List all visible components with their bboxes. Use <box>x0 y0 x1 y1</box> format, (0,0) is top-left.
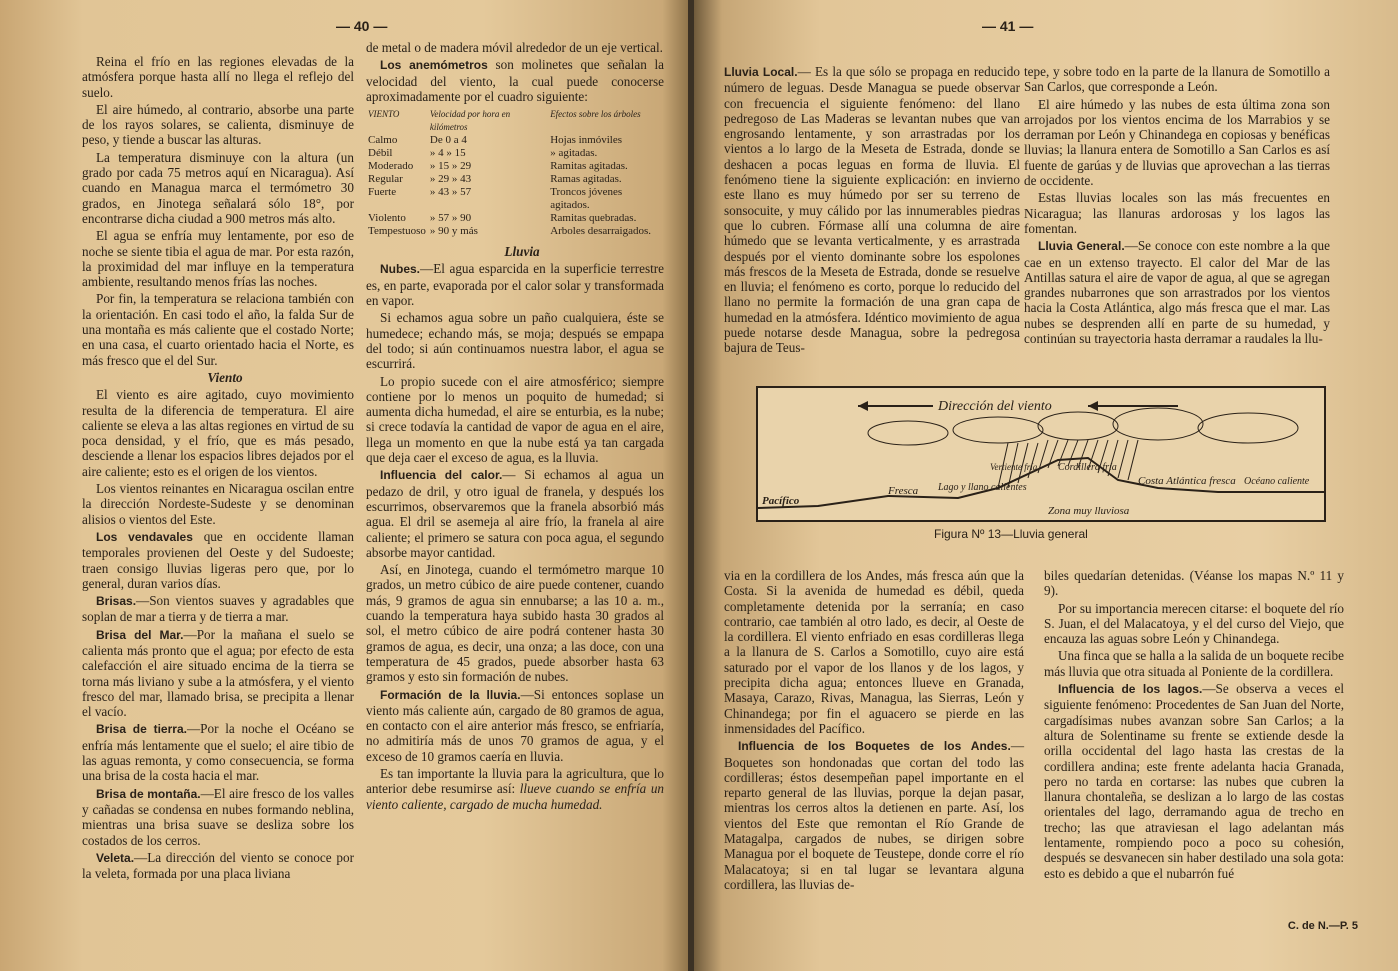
term-text: —Se observa a veces el siguiente fenómeno: Procedentes de San Juan del Norte, cargadísimas nubes avanzan sobre San Carlos; a la altura de Solentiname su frente se extiende desde la orilla occidental del lago hasta las crestas de la cordillera andina; este frente adelanta hacia Granada, pero no tarda en cortarse: las nubes que cubren la llanura chontaleña, se deslizan a lo largo de las costas orientales del lago, derramando agua de trecho en trecho; las que atraviesan el lago adelantan más lentamente, rompiendo poco a poco su cohesión, después se desvanecen sin haber destilado una sola gota: esto es debido a que el nubarrón fué <box>1044 681 1345 881</box>
table-cell: » 4 » 15 <box>429 147 466 160</box>
table-cell: » 43 » 57 <box>429 186 472 199</box>
summary-text: Es tan importante la lluvia para la agricultura, que lo anterior debe resumirse así: <box>366 765 664 797</box>
figure-rain-diagram <box>756 386 1326 522</box>
table-row <box>366 212 664 225</box>
paragraph-summary <box>366 766 664 812</box>
term-text: —Se conoce con este nombre a la que cae en un extenso trayecto. El calor del Mar de las Antillas satura el aire de vapor de agua, al que se agregan grandes nubarrones que son arrastrados por los vientos hacia la Costa Atlántica, algo más fresca que el mar. Las nubes se desprenden allí en parte de su humedad, y continúan su trayectoria hasta derramar a raudales la llu- <box>1024 238 1330 347</box>
paragraph: La temperatura disminuye con la altura (un grado por cada 75 metros aquí en Nicaragua). Así cuando en Managua marca el termómetro 30 grados, en Jinotega señalará sólo 18°, por encontrarse dicha ciudad a 900 metros más alto. <box>82 149 354 226</box>
figure-caption: Figura Nº 13—Lluvia general <box>934 527 1088 541</box>
term-label: Lluvia Local. <box>724 65 798 79</box>
page-number: — 40 — <box>336 18 388 34</box>
cloud-shape <box>868 421 948 445</box>
diagram-label-vertiente: Vertiente fría <box>990 462 1038 472</box>
left-page <box>0 0 690 971</box>
cloud-shape <box>953 417 1043 443</box>
table-cell: » agitadas. <box>550 147 598 160</box>
term-label: Los anemómetros <box>380 58 488 73</box>
table-header: Efectos sobre los árboles <box>550 109 641 120</box>
term-label: Brisa de tierra. <box>96 722 187 737</box>
paragraph-nubes <box>366 261 664 308</box>
term-label: Influencia del calor. <box>380 468 503 483</box>
table-cell: » 90 y más <box>429 225 478 238</box>
table-row <box>366 160 664 173</box>
table-row <box>366 225 664 238</box>
right-column-2 <box>1024 64 1330 348</box>
table-cell: Hojas inmóviles <box>550 134 622 147</box>
paragraph: Una finca que se halla a la salida de un boquete recibe más lluvia que otra situada al Poniente de la cordillera. <box>1044 648 1344 679</box>
paragraph: de metal o de madera móvil alrededor de un eje vertical. <box>366 40 663 55</box>
paragraph-brisas <box>82 593 354 625</box>
paragraph: El agua se enfría muy lentamente, por eso de noche se siente tibia el agua de mar. Por esta razón, la proximidad del mar influye en la temperatura ambiente, resultando menos frías las noches. <box>82 228 354 290</box>
table-cell: Tempestuoso <box>368 225 426 238</box>
left-column-2 <box>366 40 664 814</box>
table-cell: » 57 » 90 <box>429 212 472 225</box>
diagram-label-pacifico: Pacífico <box>762 495 800 507</box>
summary-italic: llueve cuando se enfría un viento caliente, cargado de mucha humedad. <box>366 781 665 812</box>
right-page <box>694 0 1398 971</box>
wind-speed-table <box>366 108 664 238</box>
paragraph-veleta <box>82 850 354 882</box>
term-label: Brisa de montaña. <box>96 786 201 801</box>
arrow-head <box>858 401 868 411</box>
terrain-profile <box>758 458 1324 508</box>
paragraph: Lo propio sucede con el aire atmosférico; siempre contiene por lo menos un poquito de humedad; si aumenta dicha humedad, el aire se enturbia, es la nube; si crece todavía la cantidad de vapor de agua en el aire, llega un momento en que la nube está ya tan cargada que deja caer el exceso de agua, es la lluvia. <box>366 373 664 466</box>
term-text: —El aire fresco de los valles y cañadas se condensa en nubes formando neblina, mientras una brisa suave se desliza sobre los costados de los cerros. <box>82 785 355 848</box>
paragraph: El aire húmedo y las nubes de esta última zona son arrojados por los vientos encima de los Marrabios y se derraman por León y Chinandega en copiosas y benéficas lluvias; la llanura entera de Somotillo a San Carlos es así fuente de garúas y de lluvias que aprovechan a las tierras de occidente. <box>1024 96 1330 189</box>
term-text: —Si entonces soplase un viento más caliente aún, cargado de 80 gramos de agua, en contacto con el aire anterior más fresco, se enfriaría, no admitiría más de unos 70 gramos de agua, y el exceso de 10 gramos caería en lluvia. <box>366 686 664 764</box>
paragraph-lluvia-general <box>1024 238 1330 346</box>
paragraph-brisa-mar <box>82 627 354 720</box>
term-text: —Son vientos suaves y agradables que soplan de mar a tierra y de tierra a mar. <box>82 593 354 625</box>
diagram-label-lago: Lago y llano calientes <box>938 482 1027 493</box>
paragraph: Reina el frío en las regiones elevadas de la atmósfera porque hasta allí no llega el reflejo del suelo. <box>82 54 354 100</box>
diagram-label-oceano: Océano caliente <box>1244 476 1310 487</box>
paragraph: Por fin, la temperatura se relaciona también con la orientación. En casi todo el año, la falda Sur de una montaña es más caliente que el costado Norte; en una casa, el cuarto orientado hacia el Norte, es más fresco que el del Sur. <box>82 291 354 368</box>
cloud-shape <box>1113 408 1203 440</box>
table-row <box>366 173 664 186</box>
term-text: —Boquetes son hondonadas que cortan del todo las cordilleras; éstos desempeñan papel importante en el reparto general de las lluvias, porque la dejan pasar, mientras los cerros altos la detienen en parte. Así, los vientos del Este que remontan el Río Grande de Matagalpa, cargados de nubes, se dirigen sobre Managua por el boquete de Teustepe, donde corre el río Malacatoya; si en tal lugar se levantara alguna cordillera, las lluvias de- <box>724 738 1024 892</box>
paragraph: El aire húmedo, al contrario, absorbe una parte de los rayos solares, se calienta, disminuye de peso, y tiende a buscar las alturas. <box>82 101 354 148</box>
rain-diagram-svg <box>758 388 1324 520</box>
paragraph-brisa-tierra <box>82 721 354 783</box>
table-cell: Regular <box>368 173 403 186</box>
table-cell: Ramitas quebradas. <box>550 212 637 225</box>
table-cell: Troncos jóvenes agitados. <box>550 186 623 212</box>
paragraph: Por su importancia merecen citarse: el boquete del río S. Juan, el del Malacatoya, y el del curso del Viejo, que encauza las aguas sobre León y Chinandega. <box>1044 600 1344 647</box>
signature-mark: C. de N.—P. 5 <box>1287 920 1358 932</box>
term-label: Influencia de los lagos. <box>1058 682 1203 697</box>
paragraph: Así, en Jinotega, cuando el termómetro marque 10 grados, un metro cúbico de aire puede contener, cuando más, 9 gramos de agua sin ennubarse; a las 10 a. m., cuando la temperatura haya subido hasta 30 grados al sol, el metro cúbico de aire podrá contener hasta 30 gramos de agua, es decir, una onza; a las doce, con una temperatura de 45 grados, puede absorber hasta 63 gramos y esto sin formación de nubes. <box>366 562 664 685</box>
table-cell: Violento <box>368 212 406 225</box>
paragraph: tepe, y sobre todo en la parte de la llanura de Somotillo a San Carlos, que corresponde a León. <box>1024 64 1330 95</box>
page-number: — 41 — <box>982 18 1034 34</box>
term-text: —Por la mañana el suelo se calienta más pronto que el agua; por efecto de esta calefacción el aire situado encima de la tierra se torna más liviano y sube a la atmósfera, y el viento fresco del mar, llamado brisa, se precipita a llenar el vacío. <box>82 626 354 720</box>
paragraph-formacion <box>366 687 664 764</box>
table-cell: Ramitas agitadas. <box>550 160 628 173</box>
paragraph-brisa-montana <box>82 786 354 848</box>
diagram-label-costa: Costa Atlántica fresca <box>1138 475 1236 487</box>
table-cell: » 29 » 43 <box>429 173 472 186</box>
section-heading-lluvia: Lluvia <box>504 244 540 260</box>
term-text: — Es la que sólo se propaga en reducido número de leguas. Desde Managua se puede observar con frecuencia el siguiente fenómeno: del llano pedregoso de Las Maderas se levantan nubes que van engrosando lentamente, y son arrastradas por los vientos a lo largo de la Meseta de Estrada, donde se deshacen a pocas leguas en forma de lluvia. El fenómeno tiene la siguiente explicación: en invierno este llano es muy húmedo por ser su terreno de sonsocuite, y muy cálido por las innumerables piedras que lo cubren. Fórmase allí una columna de aire húmedo que se levanta verticalmente, y es arrastrada después por el viento dominante sobre los espolones más frescos de la Meseta de Estrada, donde se resuelve en lluvia; el fenómeno es corto, porque lo reducido del llano no permite la formación de una gran capa de humedad en la atmósfera. Idéntico movimiento de agua puede notarse desde Managua, sobre la pedregosa bajura de Teus- <box>724 64 1020 356</box>
term-text: —La dirección del viento se conoce por la veleta, formada por una placa liviana <box>82 849 354 882</box>
table-row <box>366 186 664 212</box>
term-text: —El agua esparcida en la superficie terrestre es, en parte, evaporada por el calor solar y transformada en vapor. <box>366 261 664 309</box>
right-column-3 <box>724 568 1024 894</box>
term-label: Brisa del Mar. <box>96 627 184 642</box>
paragraph: via en la cordillera de los Andes, más fresca aún que la Costa. Si la avenida de humedad es débil, queda completamente detenida por la serranía; en caso contrario, cae también al otro lado, es decir, al Oeste de la cordillera. El viento enfriado en esas cordilleras llega a la llanura de S. Carlos a Somotillo, cuyo aire está saturado por el vapor de los llanos y de los lagos, y precipita dicha agua; entonces llueve en Granada, Masaya, Carazo, Rivas, Managua, las Sierras, León y Chinandega; por fin el aguacero se pierde en las inmensidades del Pacífico. <box>724 568 1024 736</box>
right-column-1 <box>724 64 1020 358</box>
paragraph: biles quedarían detenidas. (Véanse los mapas N.º 11 y 9). <box>1044 568 1344 599</box>
table-header: Velocidad por hora en kilómetros <box>429 109 511 133</box>
table-cell: De 0 a 4 <box>429 134 467 147</box>
table-header-row <box>366 108 664 134</box>
paragraph-boquetes <box>724 738 1024 892</box>
diagram-label-direction: Dirección del viento <box>938 399 1052 414</box>
diagram-label-cordillera: Cordillera fría <box>1058 462 1117 473</box>
term-text: — Si echamos al agua un pedazo de dril, y otro igual de franela, y después los escurrimos, observaremos que la franela absorbió más agua. El dril se asemeja al aire frío, la franela al aire caliente; el primero se satura con poca agua, el segundo absorbe mayor cantidad. <box>366 467 665 560</box>
term-text: que en occidente llaman temporales provienen del Oeste y del Sudoeste; traen consigo lluvias ligeras pero que, por lo general, duran varios días. <box>82 528 354 591</box>
term-label: Formación de la lluvia. <box>380 687 521 702</box>
diagram-label-zona: Zona muy lluviosa <box>1048 505 1130 517</box>
table-header: VIENTO <box>368 109 400 120</box>
table-cell: Fuerte <box>368 186 397 199</box>
paragraph: Si echamos agua sobre un paño cualquiera, éste se humedece; echando más, se moja; después se empapa del todo; si aún continuamos nuestra labor, el agua se escurrirá. <box>366 310 664 372</box>
cloud-shape <box>1038 412 1118 440</box>
cloud-shape <box>1198 413 1298 443</box>
paragraph-calor <box>366 467 664 560</box>
arrow-head <box>1088 401 1098 411</box>
paragraph-lluvia-local <box>724 64 1020 356</box>
term-label: Nubes. <box>380 262 421 277</box>
right-column-4 <box>1044 568 1344 883</box>
paragraph: Los vientos reinantes en Nicaragua oscilan entre la dirección Nordeste-Sudeste y se denominan alisios o vientos del Este. <box>82 481 354 527</box>
term-text: son molinetes que señalan la velocidad del viento, la cual puede conocerse aproximadamente por el cuadro siguiente: <box>366 57 665 104</box>
table-cell: Débil <box>368 147 393 160</box>
table-cell: Ramas agitadas. <box>550 173 622 186</box>
table-cell: Calmo <box>368 134 398 147</box>
paragraph-anemometros <box>366 57 664 104</box>
diagram-label-fresca: Fresca <box>888 485 919 497</box>
table-cell: » 15 » 29 <box>429 160 472 173</box>
term-label: Lluvia General. <box>1038 239 1125 254</box>
term-label: Brisas. <box>96 594 137 609</box>
paragraph-lagos <box>1044 681 1344 881</box>
table-cell: Arboles desarraigados. <box>550 225 651 238</box>
paragraph: Estas lluvias locales son las más frecuentes en Nicaragua; las llanuras ardorosas y los lagos las fomentan. <box>1024 190 1330 236</box>
term-label: Influencia de los Boquetes de los Andes. <box>738 739 1011 754</box>
term-text: —Por la noche el Océano se enfría más lentamente que el suelo; el aire tibio de las aguas remonta, y como consecuencia, se forma una brisa de la costa hacia el mar. <box>82 721 354 784</box>
left-column-1 <box>82 54 354 883</box>
section-heading-viento: Viento <box>207 369 243 385</box>
paragraph-vendavales <box>82 529 354 591</box>
paragraph: El viento es aire agitado, cuyo movimiento resulta de la diferencia de temperatura. El aire caliente se eleva a las altas regiones en virtud de su poca densidad, y el frío, que es más pesado, desciende a llenar los espacios libres dejados por el aire caliente; esto es el origen de los vientos. <box>82 387 354 479</box>
table-cell: Moderado <box>368 160 414 173</box>
table-row <box>366 147 664 160</box>
term-label: Veleta. <box>96 850 135 865</box>
term-label: Los vendavales <box>96 529 193 544</box>
table-row <box>366 134 664 147</box>
